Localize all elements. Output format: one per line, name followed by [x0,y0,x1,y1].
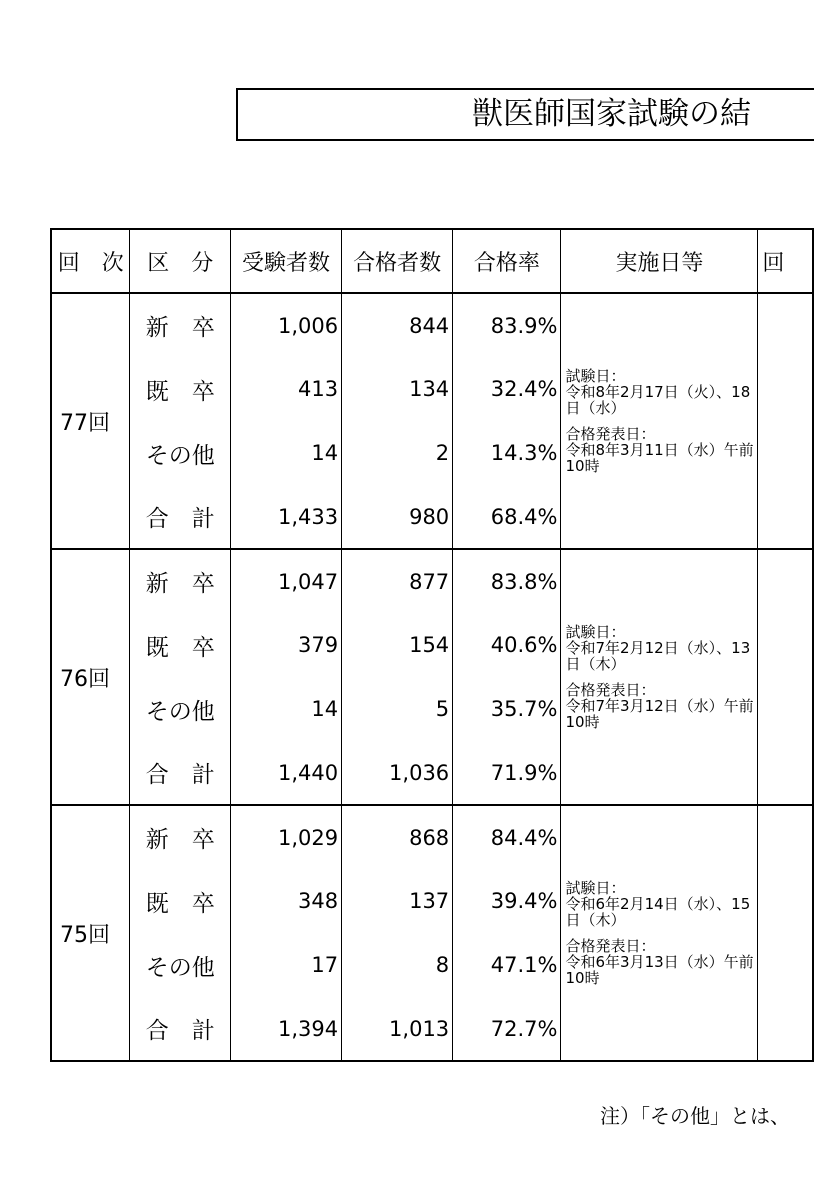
examinees-cell: 14 [231,421,342,485]
dates-cell [561,805,758,1061]
rate-cell: 68.4% [453,485,561,549]
exam-dates: 令和7年2月12日（水）、13日（木） [565,639,751,673]
passers-cell: 137 [342,869,453,933]
dates-cell [561,549,758,805]
announce-label: 合格発表日： [565,937,656,955]
passers-cell: 877 [342,549,453,613]
next-cell [758,549,813,805]
footnote: 注）「その他」とは、 [600,1104,790,1128]
examinees-cell: 14 [231,677,342,741]
next-cell [758,293,813,549]
next-cell [758,805,813,1061]
header-passers: 合格者数 [342,229,453,293]
header-pass-rate: 合格率 [453,229,561,293]
rate-cell: 83.8% [453,549,561,613]
category-cell: 既 卒 [130,357,231,421]
rate-cell: 83.9% [453,293,561,357]
category-cell: 既 卒 [130,613,231,677]
category-cell: 新 卒 [130,805,231,869]
category-cell: その他 [130,677,231,741]
page-title: 獣医師国家試験の結 [472,96,751,132]
title-box [236,88,814,141]
header-examinees: 受験者数 [231,229,342,293]
examinees-cell: 1,394 [231,997,342,1061]
rate-cell: 14.3% [453,421,561,485]
header-category: 区 分 [130,229,231,293]
announce-label: 合格発表日： [565,425,656,443]
passers-cell: 134 [342,357,453,421]
table-row [51,805,813,869]
table-row [51,293,813,357]
passers-cell: 868 [342,805,453,869]
examinees-cell: 17 [231,933,342,997]
examinees-cell: 1,029 [231,805,342,869]
passers-cell: 980 [342,485,453,549]
rate-cell: 84.4% [453,805,561,869]
passers-cell: 1,036 [342,741,453,805]
exam-label: 試験日： [565,367,626,385]
exam-dates: 令和6年2月14日（水）、15日（木） [565,895,751,929]
examinees-cell: 1,433 [231,485,342,549]
category-cell: 合 計 [130,741,231,805]
category-cell: 既 卒 [130,869,231,933]
examinees-cell: 379 [231,613,342,677]
announce-date: 令和6年3月13日（水）午前10時 [565,953,754,987]
category-cell: 新 卒 [130,293,231,357]
passers-cell: 1,013 [342,997,453,1061]
exam-dates: 令和8年2月17日（火）、18日（水） [565,383,751,417]
exam-label: 試験日： [565,623,626,641]
examinees-cell: 1,006 [231,293,342,357]
round-label: 77回 [51,293,130,549]
passers-cell: 5 [342,677,453,741]
category-cell: 合 計 [130,997,231,1061]
category-cell: 新 卒 [130,549,231,613]
rate-cell: 32.4% [453,357,561,421]
announce-date: 令和8年3月11日（水）午前10時 [565,441,754,475]
examinees-cell: 348 [231,869,342,933]
header-row [51,229,813,293]
round-label: 76回 [51,549,130,805]
exam-label: 試験日： [565,879,626,897]
header-next: 回 [758,229,813,293]
round-label: 75回 [51,805,130,1061]
announce-date: 令和7年3月12日（水）午前10時 [565,697,754,731]
passers-cell: 154 [342,613,453,677]
table-row [51,549,813,613]
passers-cell: 844 [342,293,453,357]
rate-cell: 47.1% [453,933,561,997]
examinees-cell: 413 [231,357,342,421]
announce-label: 合格発表日： [565,681,656,699]
rate-cell: 35.7% [453,677,561,741]
rate-cell: 39.4% [453,869,561,933]
results-table [50,228,814,1062]
rate-cell: 40.6% [453,613,561,677]
examinees-cell: 1,047 [231,549,342,613]
header-round: 回 次 [51,229,130,293]
passers-cell: 2 [342,421,453,485]
category-cell: 合 計 [130,485,231,549]
header-dates: 実施日等 [561,229,758,293]
category-cell: その他 [130,933,231,997]
examinees-cell: 1,440 [231,741,342,805]
category-cell: その他 [130,421,231,485]
passers-cell: 8 [342,933,453,997]
dates-cell [561,293,758,549]
rate-cell: 72.7% [453,997,561,1061]
rate-cell: 71.9% [453,741,561,805]
